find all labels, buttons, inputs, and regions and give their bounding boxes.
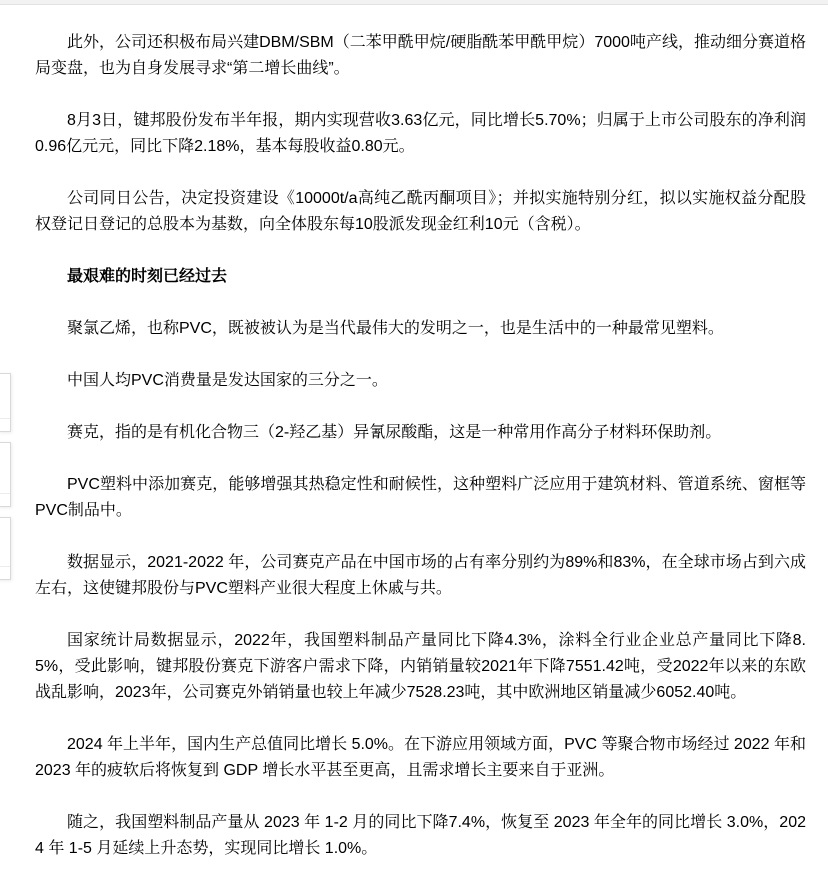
paragraph: 聚氯乙烯，也称PVC，既被被认为是当代最伟大的发明之一，也是生活中的一种最常见塑料。 bbox=[67, 320, 724, 337]
paragraph: 8月3日，键邦股份发布半年报，期内实现营收3.63亿元，同比增长5.70%；归属于上市公司股东的净利润0.96亿元元，同比下降2.18%，基本每股收益0.80元。 bbox=[35, 112, 806, 155]
article-body bbox=[0, 5, 828, 888]
paragraph: 国家统计局数据显示，2022年，我国塑料制品产量同比下降4.3%，涂料全行业企业总产量同比下降8.5%，受此影响，键邦股份赛克下游客户需求下降，内销销量较2021年下降7551.42吨，受2022年以来的东欧战乱影响，2023年，公司赛克外销销量也较上年减少7528.23吨，其中欧洲地区销量减少6052.40吨。 bbox=[35, 632, 806, 701]
paragraph: 赛克，指的是有机化合物三（2-羟乙基）异氰尿酸酯，这是一种常用作高分子材料环保助剂。 bbox=[67, 424, 722, 441]
paragraph: 中国人均PVC消费量是发达国家的三分之一。 bbox=[67, 372, 388, 389]
paragraph: 此外，公司还积极布局兴建DBM/SBM（二苯甲酰甲烷/硬脂酰苯甲酰甲烷）7000吨产线，推动细分赛道格局变盘，也为自身发展寻求“第二增长曲线”。 bbox=[35, 34, 806, 77]
floating-share-button-3[interactable] bbox=[0, 517, 11, 580]
floating-share-button-1[interactable] bbox=[0, 373, 11, 432]
paragraph: 数据显示，2021-2022 年，公司赛克产品在中国市场的占有率分别约为89%和83%，在全球市场占到六成左右，这使键邦股份与PVC塑料产业很大程度上休戚与共。 bbox=[35, 554, 806, 597]
widget-divider bbox=[0, 493, 10, 494]
paragraph: 公司同日公告，决定投资建设《10000t/a高纯乙酰丙酮项目》；并拟实施特别分红，拟以实施权益分配股权登记日登记的总股本为基数，向全体股东每10股派发现金红利10元（含税）。 bbox=[35, 190, 806, 233]
paragraph: PVC塑料中添加赛克，能够增强其热稳定性和耐候性，这种塑料广泛应用于建筑材料、管道系统、窗框等PVC制品中。 bbox=[35, 476, 806, 519]
section-heading: 最艰难的时刻已经过去 bbox=[67, 268, 228, 285]
paragraph: 2024 年上半年，国内生产总值同比增长 5.0%。在下游应用领域方面，PVC 等聚合物市场经过 2022 年和 2023 年的疲软后将恢复到 GDP 增长水平甚至更高，且需求增长主要来自于亚洲。 bbox=[35, 736, 806, 779]
paragraph: 随之，我国塑料制品产量从 2023 年 1-2 月的同比下降7.4%，恢复至 2023 年全年的同比增长 3.0%，2024 年 1-5 月延续上升态势，实现同比增长 1.0%。 bbox=[35, 814, 806, 857]
widget-divider bbox=[0, 418, 10, 419]
floating-share-button-2[interactable] bbox=[0, 442, 11, 507]
widget-divider bbox=[0, 566, 10, 567]
